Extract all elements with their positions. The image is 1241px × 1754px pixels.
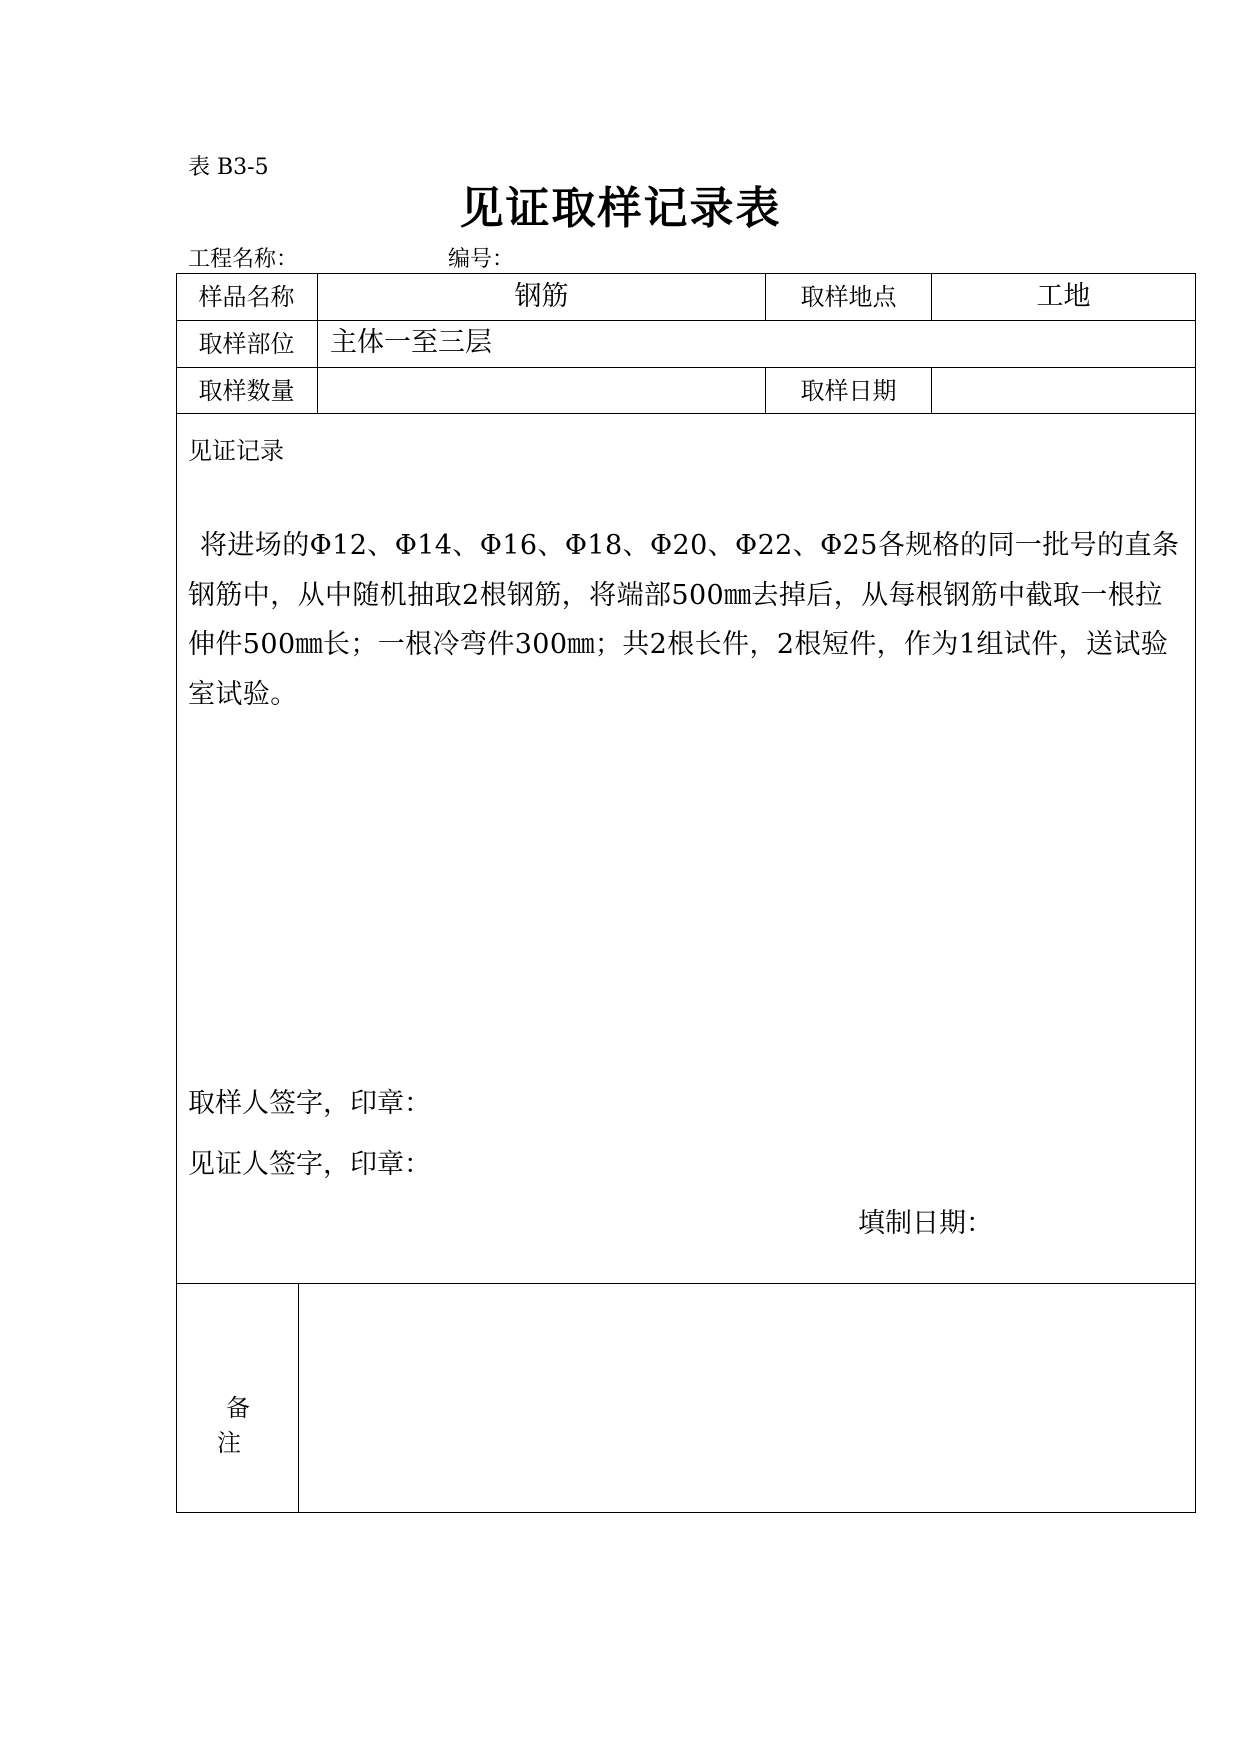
- fill-date-label: 填制日期：: [858, 1208, 993, 1239]
- sampling-date-label: 取样日期: [800, 377, 897, 405]
- table-border-right: [1195, 273, 1196, 1513]
- remarks-label: 备 注: [217, 1394, 268, 1457]
- sampling-location-label: 取样地点: [800, 283, 897, 311]
- witness-record-text: 将进场的Φ12、Φ14、Φ16、Φ18、Φ20、Φ22、Φ25各规格的同一批号的直条钢筋中，从中随机抽取2根钢筋，将端部500㎜去掉后，从每根钢筋中截取一根拉伸件500㎜长；一根冷弯件300㎜；共2根长件，2根短件，作为1组试件，送试验室试验。: [188, 530, 1180, 710]
- sample-name-label: 样品名称: [198, 283, 295, 311]
- sampling-part-value[interactable]: 主体一至三层: [330, 327, 492, 358]
- column-divider: [931, 367, 932, 414]
- sample-quantity-label: 取样数量: [198, 377, 295, 405]
- witness-signature-label: 见证人签字，印章：: [188, 1149, 431, 1180]
- sampler-signature-label: 取样人签字，印章：: [188, 1088, 431, 1119]
- form-code: 表 B3-5: [188, 155, 269, 180]
- table-border-bottom: [176, 1512, 1196, 1513]
- number-label: 编号：: [448, 247, 515, 272]
- table-border-left: [176, 273, 177, 1513]
- record-form-table: [176, 273, 1196, 1513]
- sampling-location-value[interactable]: 工地: [1036, 281, 1091, 312]
- witness-record-label: 见证记录: [188, 437, 284, 465]
- row-divider: [176, 367, 1196, 368]
- row-divider: [176, 413, 1196, 414]
- sampling-part-label: 取样部位: [198, 330, 295, 358]
- sample-name-value[interactable]: 钢筋: [514, 281, 569, 312]
- table-border-top: [176, 273, 1196, 274]
- project-name-label: 工程名称：: [188, 247, 299, 272]
- page-title: 见证取样记录表: [459, 183, 782, 234]
- row-divider: [176, 320, 1196, 321]
- row-divider: [176, 1283, 1196, 1284]
